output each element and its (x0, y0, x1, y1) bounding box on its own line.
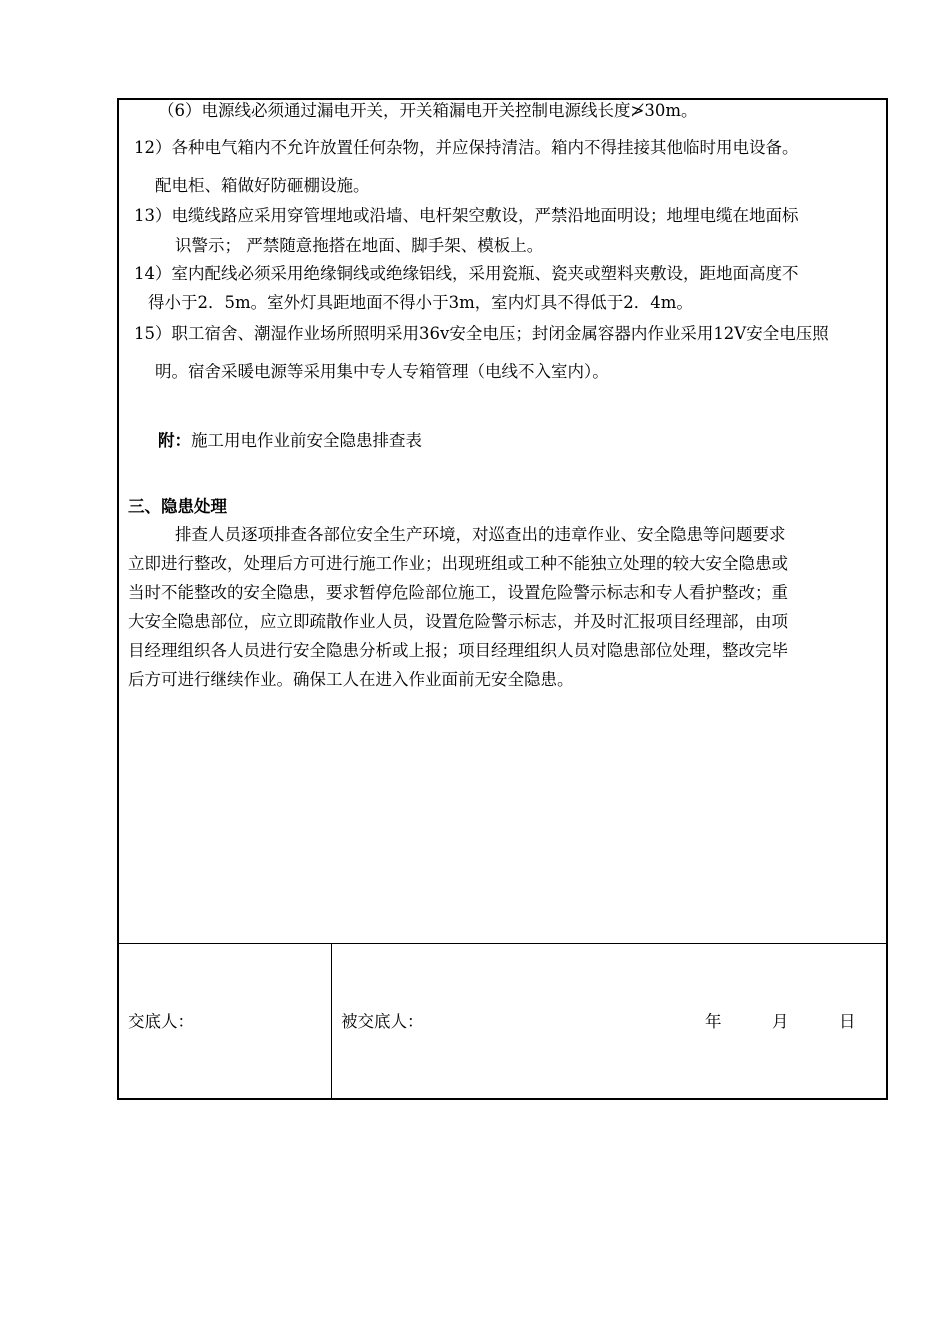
hazard-paragraph-line: 立即进行整改，处理后方可进行施工作业；出现班组或工种不能独立处理的较大安全隐患或 (128, 554, 788, 573)
item-14-line2: 得小于2．5m。室外灯具距地面不得小于3m，室内灯具不得低于2．4m。 (148, 293, 693, 312)
signature-column-divider (331, 943, 332, 1098)
receiver-person-label: 被交底人： (341, 1012, 424, 1031)
item-15-line2: 明。宿舍采暖电源等采用集中专人专箱管理（电线不入室内）。 (155, 362, 609, 381)
hazard-paragraph-line: 后方可进行继续作业。确保工人在进入作业面前无安全隐患。 (128, 670, 574, 689)
section-heading-hazard: 三、隐患处理 (128, 497, 227, 516)
item-6: （6）电源线必须通过漏电开关，开关箱漏电开关控制电源线长度≯30m。 (158, 101, 698, 120)
item-13-line1: 13）电缆线路应采用穿管埋地或沿墙、电杆架空敷设，严禁沿地面明设；地埋电缆在地面标 (134, 206, 799, 225)
date-month-label: 月 (772, 1012, 789, 1031)
hazard-paragraph-line: 当时不能整改的安全隐患，要求暂停危险部位施工，设置危险警示标志和专人看护整改；重 (128, 583, 788, 602)
hazard-paragraph-line: 大安全隐患部位，应立即疏散作业人员，设置危险警示标志，并及时汇报项目经理部，由项 (128, 612, 788, 631)
attachment-label: 附： (158, 431, 191, 450)
attachment-text: 施工用电作业前安全隐患排查表 (191, 431, 422, 450)
hazard-paragraph-line: 排查人员逐项排查各部位安全生产环境，对巡查出的违章作业、安全隐患等问题要求 (175, 525, 786, 544)
hazard-paragraph-line: 目经理组织各人员进行安全隐患分析或上报；项目经理组织人员对隐患部位处理，整改完毕 (128, 641, 788, 660)
signature-row-divider (119, 943, 886, 944)
handover-person-label: 交底人： (128, 1012, 194, 1031)
item-12-line1: 12）各种电气箱内不允许放置任何杂物，并应保持清洁。箱内不得挂接其他临时用电设备。 (134, 138, 799, 157)
item-14-line1: 14）室内配线必须采用绝缘铜线或绝缘铝线，采用瓷瓶、瓷夹或塑料夹敷设，距地面高度不 (134, 264, 799, 283)
item-12-line2: 配电柜、箱做好防砸棚设施。 (155, 176, 370, 195)
date-year-label: 年 (705, 1012, 722, 1031)
item-15-line1: 15）职工宿舍、潮湿作业场所照明采用36v安全电压；封闭金属容器内作业采用12V安全电压照 (134, 324, 829, 343)
attachment-note (158, 431, 422, 451)
date-day-label: 日 (839, 1012, 856, 1031)
item-13-line2: 识警示； 严禁随意拖搭在地面、脚手架、模板上。 (175, 236, 544, 255)
